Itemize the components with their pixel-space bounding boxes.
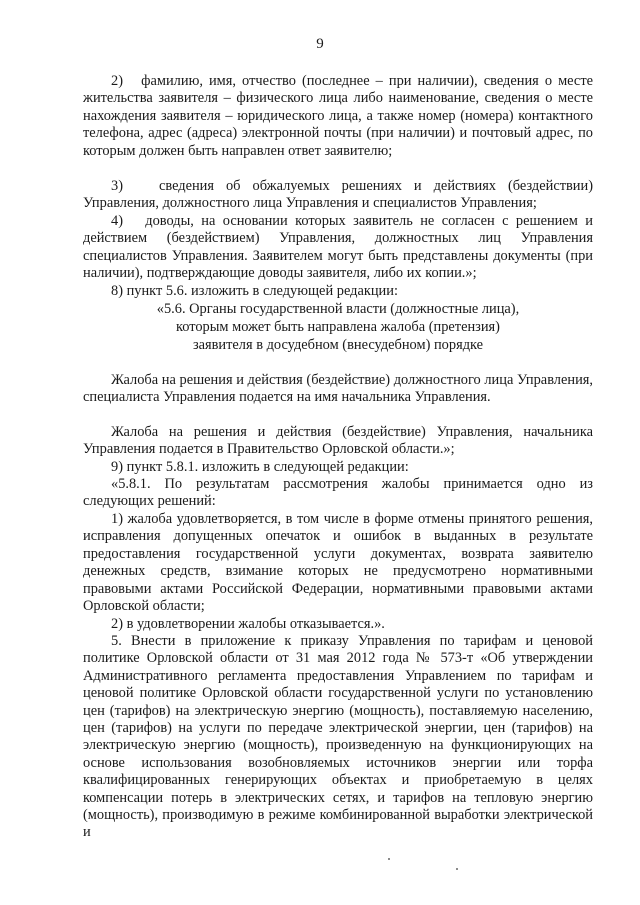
page-number: 9	[316, 36, 324, 52]
paragraph-decision-2: 2) в удовлетворении жалобы отказывается.».	[111, 616, 385, 632]
scan-speck	[388, 858, 390, 860]
paragraph-item-4: 4) доводы, на основании которых заявитель не согласен с решением и действием (бездействием) Управления, должностных лиц Управления специалистов Управления. Заявителем могут быть представлены документы (при наличии), подтверждающие доводы заявителя, либо их копии.»;	[83, 213, 593, 282]
section-heading-line-3: заявителя в досудебном (внесудебном) порядке	[192, 337, 484, 353]
paragraph-item-2: 2) фамилию, имя, отчество (последнее – при наличии), сведения о месте жительства заявителя – физического лица либо наименование, сведения о месте нахождения заявителя – юридического лица, а также номер (номера) контактного телефона, адрес (адреса) электронной почты (при наличии) и почтовый адрес, по которым должен быть направлен ответ заявителю;	[83, 73, 593, 159]
paragraph-item-3: 3) сведения об обжалуемых решениях и действиях (бездействии) Управления, должностного лица Управления и специалистов Управления;	[83, 178, 593, 212]
paragraph-complaint-official: Жалоба на решения и действия (бездействие) должностного лица Управления, специалиста Управления подается на имя начальника Управления.	[83, 372, 593, 406]
paragraph-point-8: 8) пункт 5.6. изложить в следующей редакции:	[111, 283, 398, 299]
paragraph-item-5: 5. Внести в приложение к приказу Управления по тарифам и ценовой политике Орловской области от 31 мая 2012 года № 573-т «Об утверждении Административного регламента предоставления Управлением по тарифам и ценовой политике Орловской области государственной услуги по установлению цен (тарифов) на электрическую энергию (мощность), поставляемую населению, цен (тарифов) на услуги по передаче электрической энергии, цен (тарифов) на электрическую энергию (мощность), произведенную на функционирующих на основе использования возобновляемых источников энергии или торфа квалифицированных генерирующих объектах и приобретаемую в целях компенсации потерь в электрических сетях, и тарифов на тепловую энергию (мощность), производимую в режиме комбинированной выработки электрической и	[83, 633, 593, 841]
section-heading-line-2: которым может быть направлена жалоба (претензия)	[176, 319, 500, 335]
paragraph-5-8-1: «5.8.1. По результатам рассмотрения жалобы принимается одно из следующих решений:	[83, 476, 593, 510]
scan-speck	[456, 868, 458, 870]
paragraph-decision-1: 1) жалоба удовлетворяется, в том числе в форме отмены принятого решения, исправления допущенных опечаток и ошибок в выданных в результате предоставления государственной услуги документах, возврата заявителю денежных средств, взимание которых не предусмотрено нормативными правовыми актами Российской Федерации, нормативными правовыми актами Орловской области;	[83, 511, 593, 615]
paragraph-point-9: 9) пункт 5.8.1. изложить в следующей редакции:	[111, 459, 409, 475]
section-heading-line-1: «5.6. Органы государственной власти (должностные лица),	[156, 301, 520, 317]
paragraph-complaint-government: Жалоба на решения и действия (бездействие) Управления, начальника Управления подается в Правительство Орловской области.»;	[83, 424, 593, 458]
